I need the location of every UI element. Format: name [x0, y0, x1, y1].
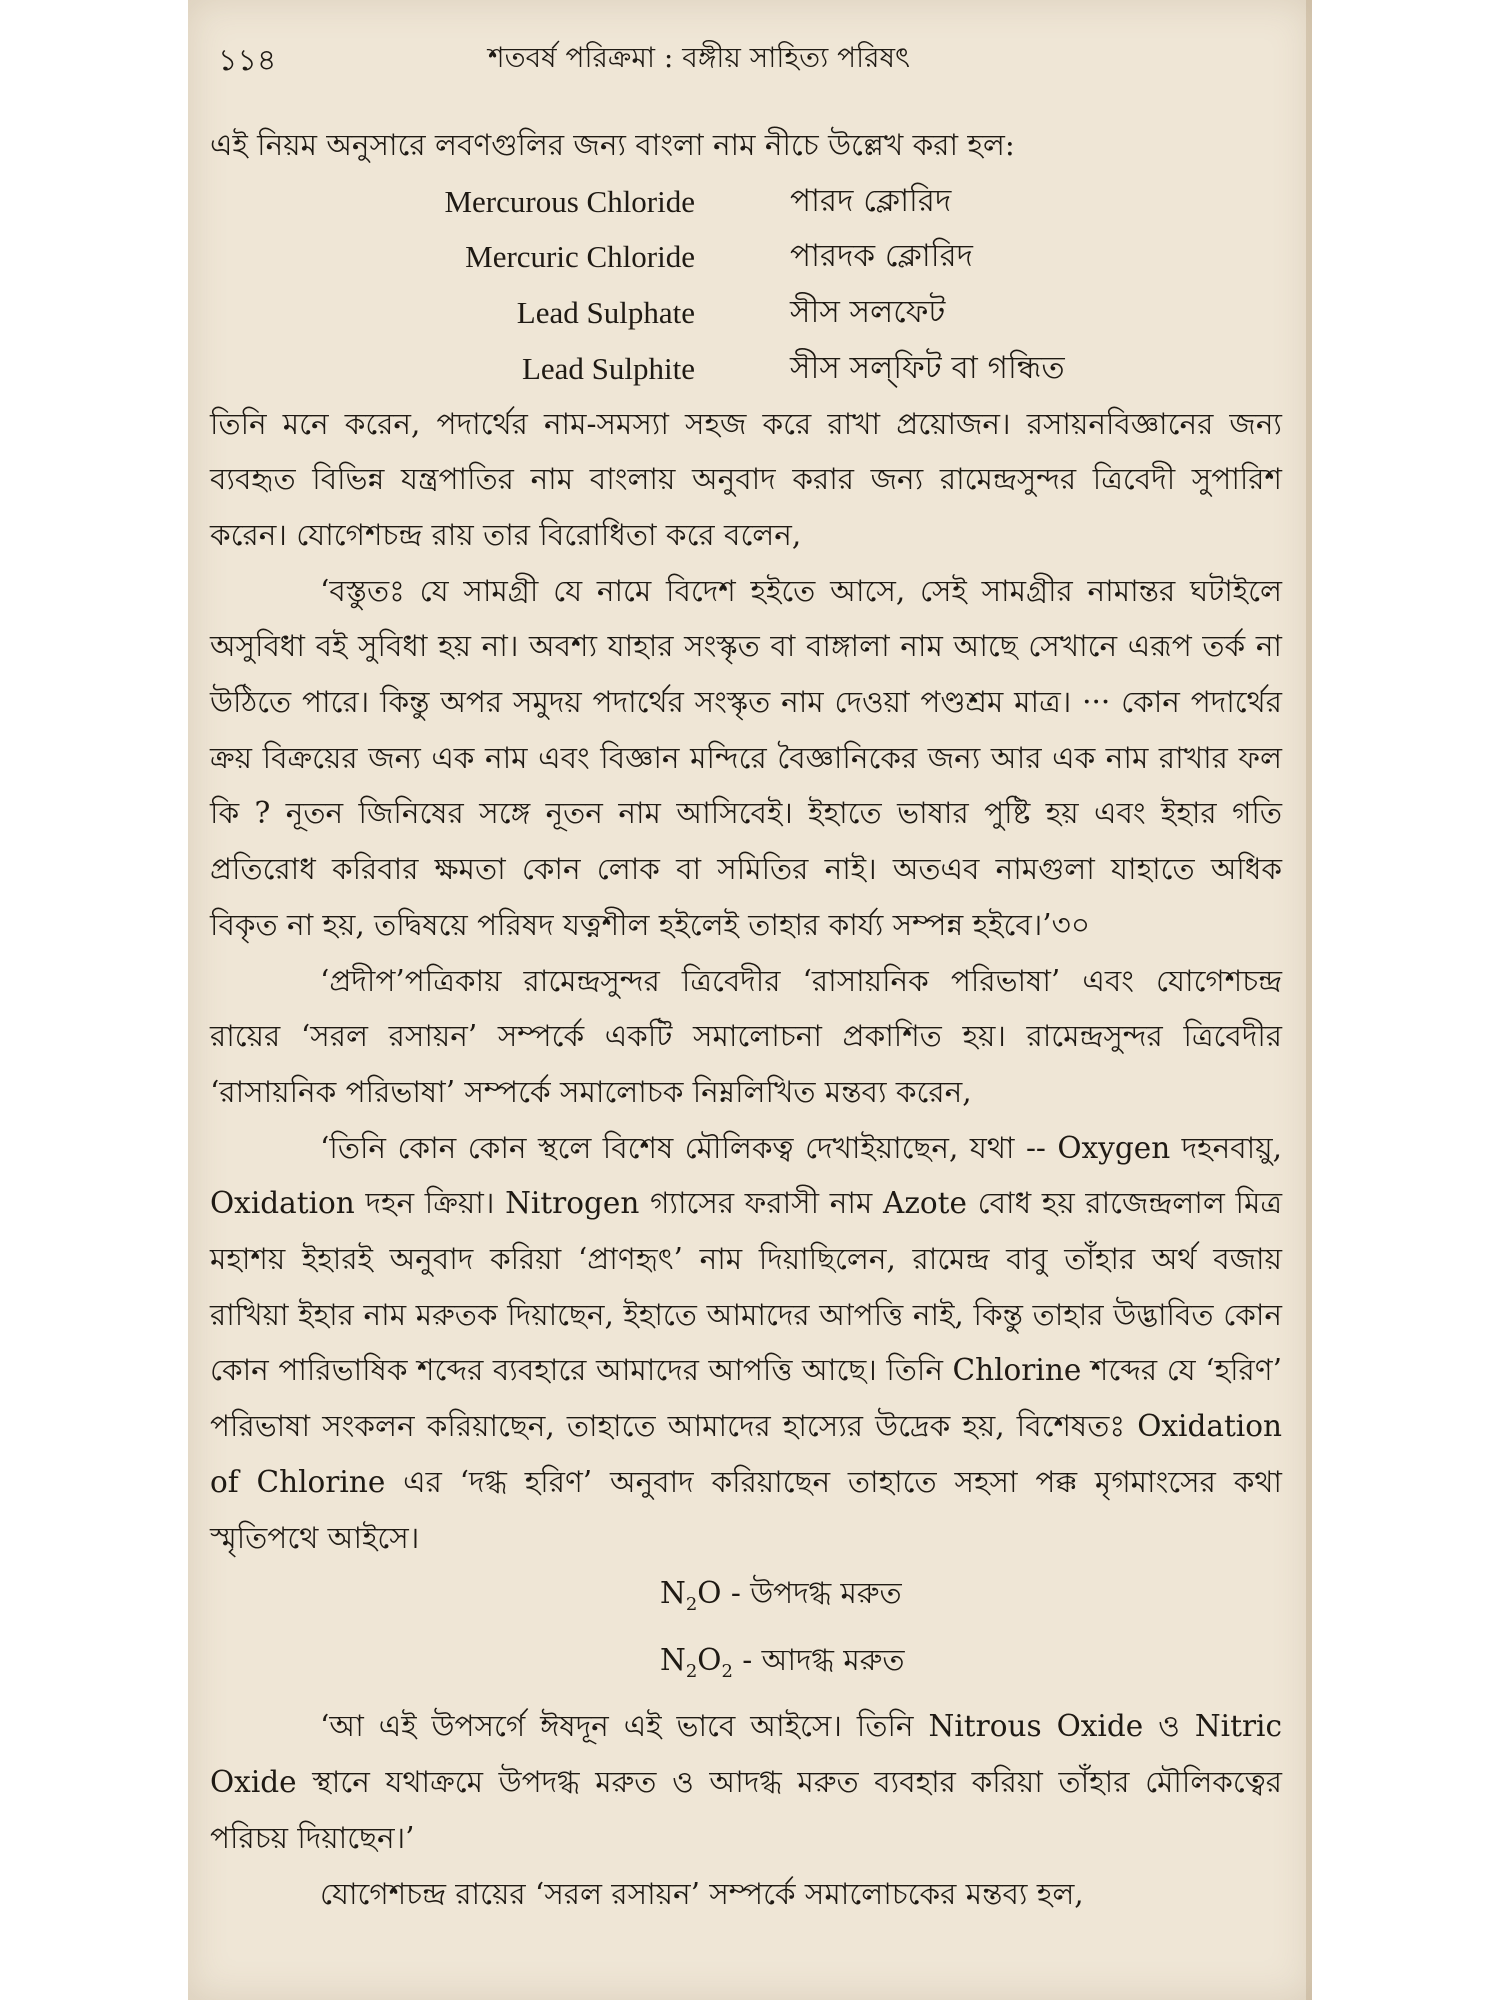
- formula-line: [210, 1566, 1282, 1633]
- salt-english-name: Mercuric Chloride: [465, 239, 695, 275]
- formula-line: [210, 1633, 1282, 1700]
- salt-bengali-name: পারদ ক্লোরিদ: [790, 182, 952, 219]
- salt-bengali-name: সীস সলফেট: [790, 294, 946, 331]
- page-content: [210, 118, 1282, 1922]
- formula-subscript: 2: [685, 1660, 698, 1682]
- formula-subscript: 2: [685, 1594, 698, 1616]
- salt-english-name: Mercurous Chloride: [444, 183, 695, 219]
- formula-name: - উপদগ্ধ মরুত: [730, 1576, 902, 1611]
- page-edge-shadow: [1306, 0, 1312, 2000]
- formula-rest: O: [697, 1642, 722, 1677]
- quoted-paragraph: ‘তিনি কোন কোন স্থলে বিশেষ মৌলিকত্ব দেখাইয়াছেন, যথা -- Oxygen দহনবায়ু, Oxidation দহন ক্রিয়া। Nitrogen গ্যাসের ফরাসী নাম Azote বোধ হয় রাজেন্দ্রলাল মিত্র মহাশয় ইহারই অনুবাদ করিয়া ‘প্রাণহৃৎ’ নাম দিয়াছিলেন, রামেন্দ্র বাবু তাঁহার অর্থ বজায় রাখিয়া ইহার নাম মরুতক দিয়াছেন, ইহাতে আমাদের আপত্তি নাই, কিন্তু তাহার উদ্ভাবিত কোন কোন পারিভাষিক শব্দের ব্যবহারে আমাদের আপত্তি আছে। তিনি Chlorine শব্দের যে ‘হরিণ’ পরিভাষা সংকলন করিয়াছেন, তাহাতে আমাদের হাস্যের উদ্রেক হয়, বিশেষতঃ Oxidation of Chlorine এর ‘দগ্ধ হরিণ’ অনুবাদ করিয়াছেন তাহাতে সহসা পক্ক মৃগমাংসের কথা স্মৃতিপথে আইসে।: [210, 1130, 1282, 1555]
- formula-subscript: 2: [721, 1660, 733, 1682]
- formula-name: - আদগ্ধ মরুত: [742, 1642, 905, 1677]
- intro-line: এই নিয়ম অনুসারে লবণগুলির জন্য বাংলা নাম নীচে উল্লেখ করা হল:: [210, 128, 1015, 162]
- book-page: [188, 0, 1312, 2000]
- salt-bengali-name: সীস সল্‌ফিট বা গন্ধিত: [790, 349, 1065, 386]
- salt-english-name: Lead Sulphite: [521, 350, 695, 386]
- running-title: শতবর্ষ পরিক্রমা : বঙ্গীয় সাহিত্য পরিষৎ: [488, 41, 910, 74]
- body-paragraph: যোগেশচন্দ্র রায়ের ‘সরল রসায়ন’ সম্পর্কে সমালোচকের মন্তব্য হল,: [320, 1876, 1084, 1911]
- formula-base: N: [660, 1576, 686, 1611]
- page-header: [218, 28, 1218, 78]
- quoted-paragraph: ‘আ এই উপসর্গে ঈষদূন এই ভাবে আইসে। তিনি Nitrous Oxide ও Nitric Oxide স্থানে যথাক্রমে উপদগ্ধ মরুত ও আদগ্ধ মরুত ব্যবহার করিয়া তাঁহার মৌলিকত্বের পরিচয় দিয়াছেন।’: [210, 1709, 1282, 1855]
- body-paragraph: ‘প্রদীপ’পত্রিকায় রামেন্দ্রসুন্দর ত্রিবেদীর ‘রাসায়নিক পরিভাষা’ এবং যোগেশচন্দ্র রায়ের ‘সরল রসায়ন’ সম্পর্কে একটি সমালোচনা প্রকাশিত হয়। রামেন্দ্রসুন্দর ত্রিবেদীর ‘রাসায়নিক পরিভাষা’ সম্পর্কে সমালোচক নিম্নলিখিত মন্তব্য করেন,: [210, 963, 1282, 1109]
- salt-english-name: Lead Sulphate: [516, 295, 695, 331]
- quoted-paragraph: ‘বস্তুতঃ যে সামগ্রী যে নামে বিদেশ হইতে আসে, সেই সামগ্রীর নামান্তর ঘটাইলে অসুবিধা বই সুবিধা হয় না। অবশ্য যাহার সংস্কৃত বা বাঙ্গালা নাম আছে সেখানে এরূপ তর্ক না উঠিতে পারে। কিন্তু অপর সমুদয় পদার্থের সংস্কৃত নাম দেওয়া পণ্ডশ্রম মাত্র। ··· কোন পদার্থের ক্রয় বিক্রয়ের জন্য এক নাম এবং বিজ্ঞান মন্দিরে বৈজ্ঞানিকের জন্য আর এক নাম রাখার ফল কি ? নূতন জিনিষের সঙ্গে নূতন নাম আসিবেই। ইহাতে ভাষার পুষ্টি হয় এবং ইহার গতি প্রতিরোধ করিবার ক্ষমতা কোন লোক বা সমিতির নাই। অতএব নামগুলা যাহাতে অধিক বিকৃত না হয়, তদ্বিষয়ে পরিষদ যত্নশীল হইলেই তাহার কার্য্য সম্পন্ন হইবে।’৩০: [210, 573, 1282, 942]
- page-number: ১১৪: [218, 43, 277, 78]
- salt-bengali-name: পারদক ক্লোরিদ: [790, 238, 973, 275]
- body-paragraph: তিনি মনে করেন, পদার্থের নাম-সমস্যা সহজ করে রাখা প্রয়োজন। রসায়নবিজ্ঞানের জন্য ব্যবহৃত বিভিন্ন যন্ত্রপাতির নাম বাংলায় অনুবাদ করার জন্য রামেন্দ্রসুন্দর ত্রিবেদী সুপারিশ করেন। যোগেশচন্দ্র রায় তার বিরোধিতা করে বলেন,: [210, 406, 1282, 552]
- formula-rest: O: [697, 1576, 722, 1611]
- salt-name-table: [210, 174, 1282, 397]
- formula-base: N: [660, 1642, 686, 1677]
